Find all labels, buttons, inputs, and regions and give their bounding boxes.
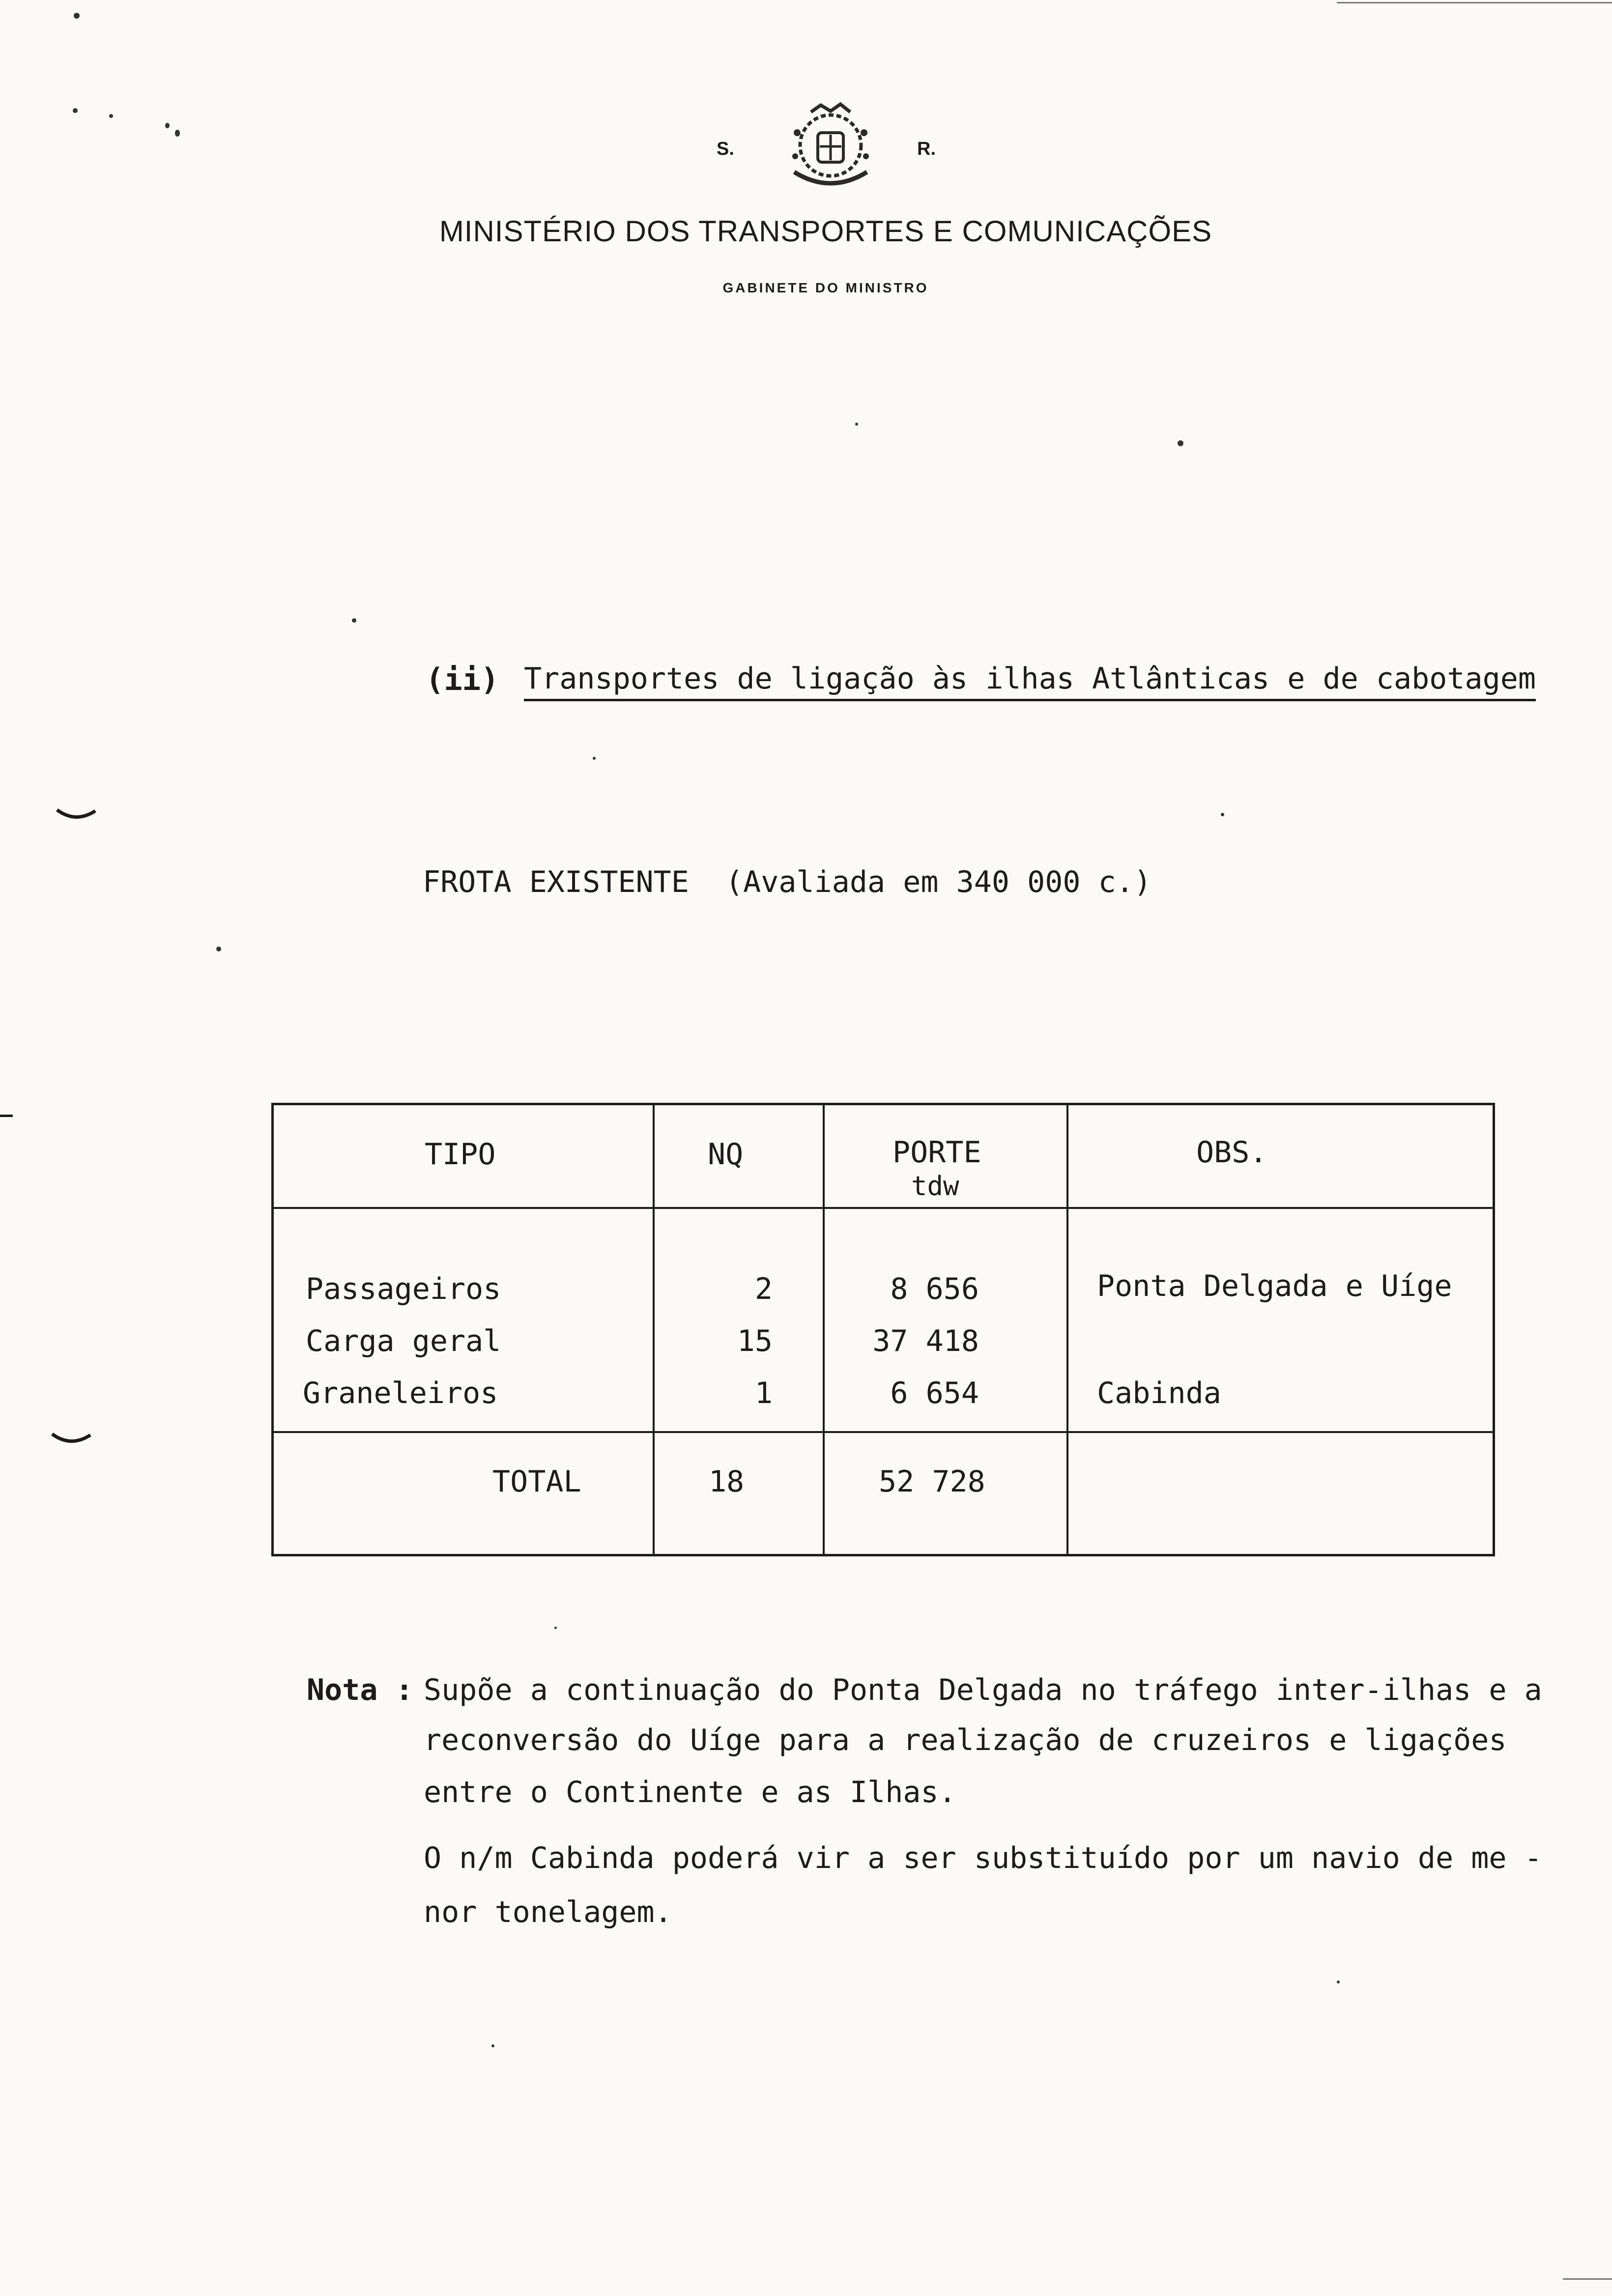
note-label: Nota :: [307, 1673, 413, 1707]
header-tipo: TIPO: [425, 1137, 496, 1172]
scan-speck: [175, 130, 180, 137]
note-line: Supõe a continuação do Ponta Delgada no tráfego inter-ilhas e a: [424, 1673, 1542, 1707]
scan-speck: [1221, 813, 1224, 816]
coat-of-arms-icon: [767, 98, 894, 197]
scan-speck: [109, 114, 113, 118]
note-line: nor tonelagem.: [424, 1895, 672, 1929]
scan-speck: [1178, 440, 1183, 446]
row-tipo: Passageiros: [306, 1272, 501, 1306]
total-numero: 18: [709, 1464, 745, 1499]
scan-speck: [216, 947, 221, 951]
header-obs: OBS.: [1196, 1135, 1267, 1170]
section-title: Transportes de ligação às ilhas Atlânticas e de cabotagem: [524, 661, 1536, 701]
scan-speck: [1337, 1980, 1340, 1983]
edge-rule-top: [1337, 2, 1612, 3]
column-separator: [823, 1103, 825, 1556]
scan-speck: [491, 2044, 494, 2047]
scan-speck: [554, 1627, 557, 1629]
row-obs: Cabinda: [1097, 1376, 1221, 1410]
scan-speck: [165, 123, 170, 128]
column-separator: [1066, 1103, 1068, 1556]
letterhead-initial-r: R.: [917, 139, 936, 159]
edge-rule-bottom: [1563, 2278, 1612, 2280]
row-porte: 37 418: [872, 1324, 979, 1358]
table-border-left: [271, 1103, 274, 1556]
table-border-top: [271, 1103, 1495, 1105]
row-obs: Ponta Delgada e Uíge: [1097, 1269, 1452, 1303]
row-numero: 1: [754, 1376, 773, 1410]
header-numero: NQ: [708, 1137, 744, 1172]
table-border-right: [1493, 1103, 1495, 1556]
header-porte-unit: tdw: [911, 1171, 959, 1202]
scan-speck: [855, 423, 858, 426]
margin-tick: [0, 1115, 13, 1117]
scan-speck: [74, 13, 80, 19]
total-rule: [271, 1431, 1495, 1433]
header-rule: [271, 1207, 1495, 1209]
row-numero: 15: [737, 1324, 773, 1358]
header-porte: PORTE: [892, 1135, 981, 1170]
scan-speck: [73, 108, 78, 113]
cabinet-name: GABINETE DO MINISTRO: [722, 280, 929, 295]
margin-mark-top: [54, 806, 98, 826]
note-line: O n/m Cabinda poderá vir a ser substituído por um navio de me -: [424, 1841, 1542, 1875]
row-tipo: Carga geral: [306, 1324, 501, 1358]
note-line: reconversão do Uíge para a realização de cruzeiros e ligações: [424, 1723, 1507, 1757]
total-porte: 52 728: [879, 1464, 985, 1499]
total-label: TOTAL: [492, 1464, 581, 1499]
row-porte: 8 656: [890, 1272, 979, 1306]
column-separator: [653, 1103, 655, 1556]
margin-mark-bottom: [49, 1430, 93, 1450]
frota-value: (Avaliada em 340 000 c.): [725, 865, 1151, 899]
row-tipo: Graneleiros: [303, 1376, 498, 1410]
fleet-table: [271, 1103, 1495, 1556]
section-number: (ii): [426, 661, 499, 697]
scan-speck: [352, 618, 356, 623]
ministry-name: MINISTÉRIO DOS TRANSPORTES E COMUNICAÇÕES: [439, 215, 1212, 248]
frota-label: FROTA EXISTENTE: [423, 865, 689, 899]
scan-speck: [593, 757, 596, 760]
row-porte: 6 654: [890, 1376, 979, 1410]
table-border-bottom: [271, 1554, 1495, 1556]
letterhead-initial-s: S.: [717, 139, 734, 159]
row-numero: 2: [754, 1272, 773, 1306]
note-line: entre o Continente e as Ilhas.: [424, 1775, 956, 1809]
